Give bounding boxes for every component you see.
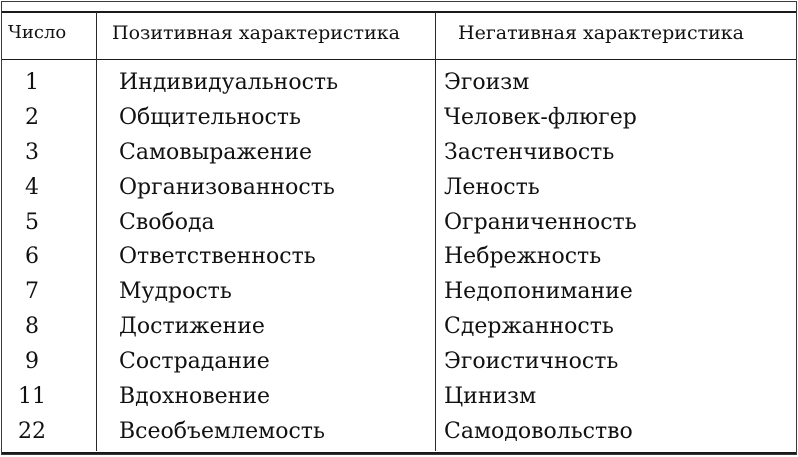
row-positive: Вдохновение	[119, 384, 271, 410]
row-number: 7	[25, 279, 39, 305]
row-number: 6	[25, 244, 39, 270]
table-row	[2, 171, 798, 206]
row-number: 2	[25, 104, 39, 130]
row-positive: Достижение	[119, 314, 265, 340]
row-negative: Недопонимание	[444, 279, 633, 305]
row-positive: Мудрость	[119, 279, 232, 305]
row-negative: Цинизм	[444, 384, 537, 410]
table-row	[2, 345, 798, 380]
table-row	[2, 380, 798, 415]
table-row	[2, 66, 798, 101]
row-number: 8	[25, 314, 39, 340]
row-negative: Сдержанность	[444, 314, 614, 340]
row-negative: Ограниченность	[444, 209, 637, 235]
table-body	[2, 66, 798, 450]
row-negative: Небрежность	[444, 244, 602, 270]
table-row	[2, 415, 798, 450]
table-row	[2, 275, 798, 310]
table-top-rule	[2, 11, 796, 13]
row-number: 5	[25, 209, 39, 235]
row-positive: Общительность	[119, 104, 301, 130]
row-negative: Застенчивость	[444, 139, 615, 165]
row-negative: Эгоизм	[444, 70, 530, 95]
row-negative: Леность	[444, 174, 540, 200]
table-row	[2, 101, 798, 136]
row-positive: Ответственность	[119, 244, 316, 270]
table-row	[2, 310, 798, 345]
row-positive: Сострадание	[119, 349, 270, 375]
row-positive: Самовыражение	[119, 139, 313, 165]
table-row	[2, 240, 798, 275]
row-number: 11	[18, 384, 46, 410]
row-negative: Человек-флюгер	[444, 104, 637, 130]
header-positive: Позитивная характеристика	[112, 22, 400, 44]
row-positive: Всеобъемлемость	[119, 418, 325, 444]
row-positive: Свобода	[119, 209, 215, 235]
row-number: 3	[25, 139, 39, 165]
table-row	[2, 136, 798, 171]
row-number: 1	[25, 70, 39, 95]
table-row	[2, 206, 798, 241]
row-positive: Организованность	[119, 174, 335, 200]
table-bottom-rule	[2, 452, 796, 454]
row-positive: Индивидуальность	[119, 70, 339, 95]
header-separator-rule	[2, 59, 796, 60]
row-negative: Самодовольство	[444, 418, 633, 444]
row-number: 9	[25, 349, 39, 375]
row-number: 22	[18, 418, 46, 444]
row-negative: Эгоистичность	[444, 349, 619, 375]
header-negative: Негативная характеристика	[458, 22, 744, 44]
row-number: 4	[25, 174, 39, 200]
header-number: Число	[8, 22, 67, 43]
numerology-table	[1, 1, 797, 455]
